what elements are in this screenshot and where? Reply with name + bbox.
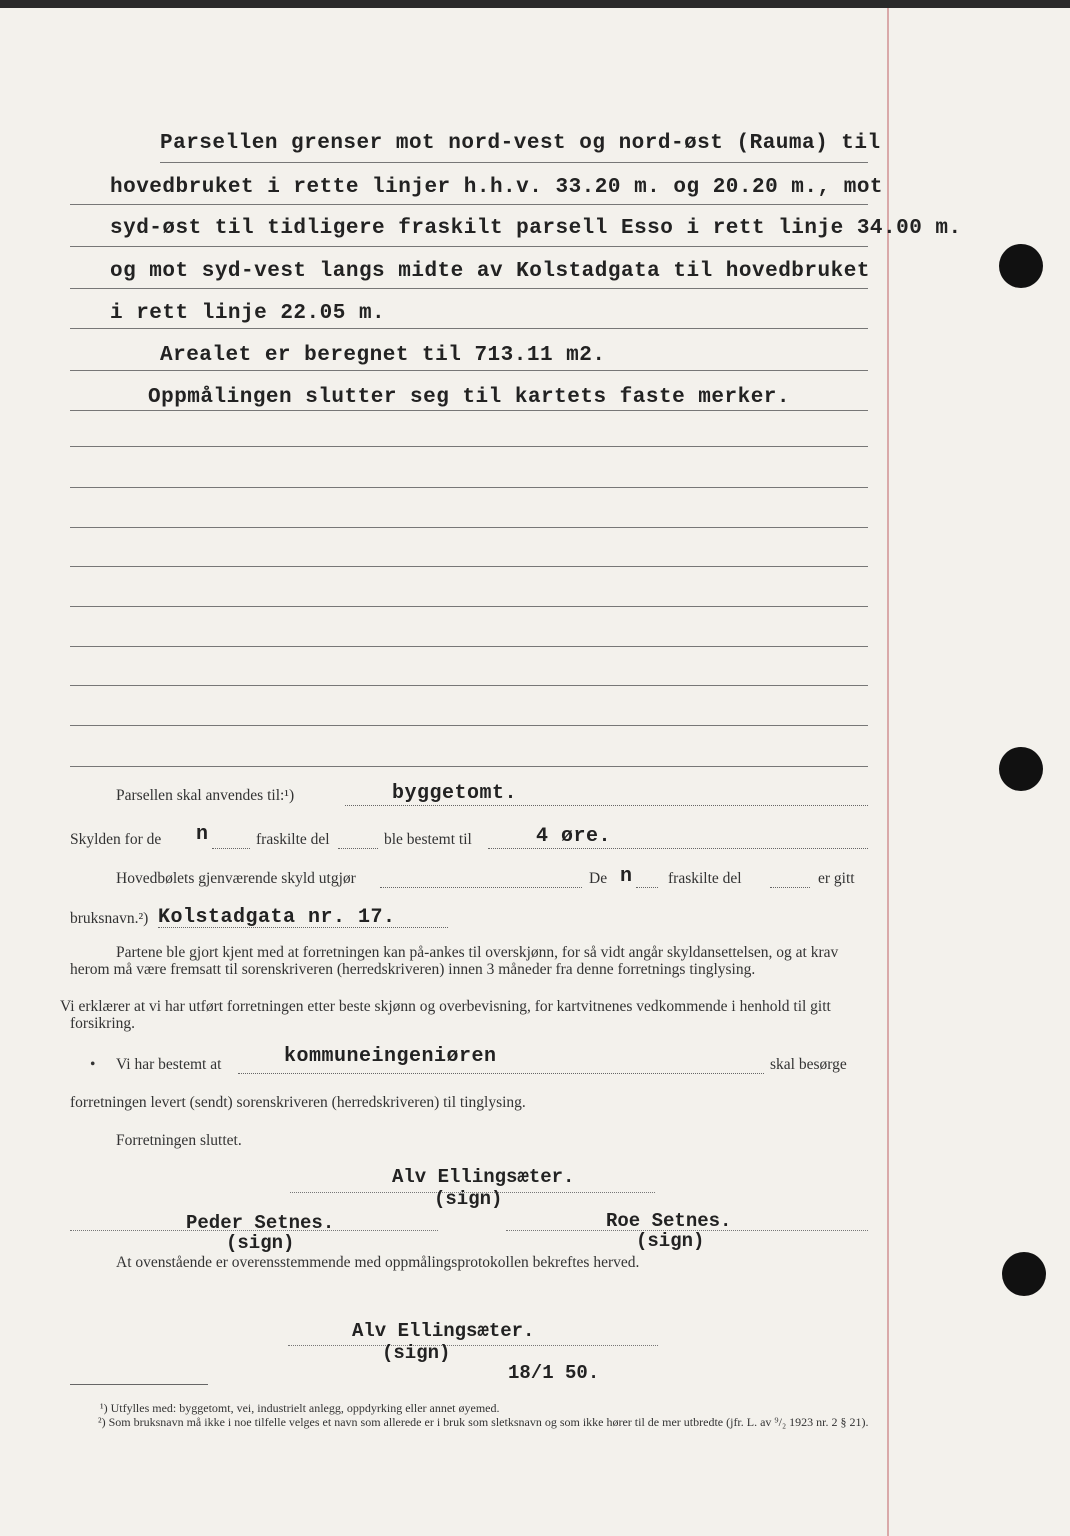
bruksnavn-label: bruksnavn.²) (70, 910, 149, 927)
bestemt-value: kommuneingeniøren (284, 1045, 497, 1068)
signature-date: 18/1 50. (508, 1362, 600, 1384)
hoved-dots-2 (636, 887, 658, 888)
use-value: byggetomt. (392, 782, 518, 805)
punch-hole-bottom (1002, 1252, 1046, 1296)
hoved-dots-3 (770, 887, 810, 888)
ruled-line (160, 162, 868, 163)
ruled-line (70, 566, 868, 567)
ruled-line (70, 370, 868, 371)
document-page (0, 8, 1070, 1536)
typed-line-4: og mot syd-vest langs midte av Kolstadgata til hovedbruket (110, 260, 870, 283)
typed-line-6: Arealet er beregnet til 713.11 m2. (160, 344, 606, 367)
ruled-line (70, 725, 868, 726)
ruled-line (70, 446, 868, 447)
ruled-line (70, 487, 868, 488)
certify-line: At ovenstående er overensstemmende med oppmålingsprotokollen bekreftes herved. (116, 1254, 640, 1271)
punch-hole-middle (999, 747, 1043, 791)
bestemt-end: skal besørge (770, 1056, 847, 1073)
footnote-2: ²) Som bruksnavn må ikke i noe tilfelle velges et navn som allerede er i bruk som sletksnavn og som ikke hører til de mer utbredte (jfr. L. av ⁹/₂ 1923 nr. 2 § 21). (98, 1415, 869, 1429)
skyld-n: n (196, 823, 209, 846)
typed-line-3: syd-øst til tidligere fraskilt parsell Esso i rett linje 34.00 m. (110, 217, 962, 240)
skyld-value: 4 øre. (536, 825, 612, 848)
ruled-line (70, 527, 868, 528)
skyld-dots-3 (488, 848, 868, 849)
hoved-dots-1 (380, 887, 582, 888)
skyld-prefix: Skylden for de (70, 831, 162, 848)
signature-1-sign: (sign) (434, 1188, 503, 1210)
ruled-line (70, 204, 868, 205)
ruled-line (70, 766, 868, 767)
levert-line: forretningen levert (sendt) sorenskriveren (herredskriveren) til tinglysing. (70, 1094, 526, 1111)
signature-line-4 (288, 1345, 658, 1346)
ruled-line (70, 410, 868, 411)
signature-3-sign: (sign) (636, 1230, 705, 1252)
hoved-mid: fraskilte del (668, 870, 742, 887)
hoved-de: De (589, 870, 608, 887)
bruksnavn-value: Kolstadgata nr. 17. (158, 906, 396, 929)
use-dots (345, 805, 868, 806)
sluttet-line: Forretningen sluttet. (116, 1132, 242, 1149)
footnote-1: ¹) Utfylles med: byggetomt, vei, industrielt anlegg, oppdyrking eller annet øyemed. (100, 1401, 500, 1415)
ruled-line (70, 685, 868, 686)
ruled-line (70, 288, 868, 289)
skyld-dots-1 (212, 848, 250, 849)
skyld-dots-2 (338, 848, 378, 849)
hoved-n: n (620, 865, 633, 888)
skyld-mid: fraskilte del (256, 831, 330, 848)
signature-2-sign: (sign) (226, 1232, 295, 1254)
signature-3-name: Roe Setnes. (606, 1210, 732, 1232)
typed-line-1: Parsellen grenser mot nord-vest og nord-øst (Rauma) til (160, 132, 881, 155)
bestemt-label: Vi har bestemt at (116, 1056, 222, 1073)
appeal-paragraph: Partene ble gjort kjent med at forretningen kan på-ankes til overskjønn, for så vidt angår skyldansettelsen, og at krav herom må være fremsatt til sorenskriveren (herredskriveren) innen 3 måneder fra denne forretnings tinglysing. (70, 944, 839, 978)
bestemt-dots (238, 1073, 764, 1074)
signature-1-name: Alv Ellingsæter. (392, 1166, 575, 1188)
typed-line-5: i rett linje 22.05 m. (110, 302, 386, 325)
ruled-line (70, 606, 868, 607)
signature-2-name: Peder Setnes. (186, 1212, 335, 1234)
hoved-label: Hovedbølets gjenværende skyld utgjør (116, 870, 356, 887)
ruled-line (70, 646, 868, 647)
typed-line-7: Oppmålingen slutter seg til kartets faste merker. (148, 386, 791, 409)
declaration-paragraph: Vi erklærer at vi har utført forretningen etter beste skjønn og overbevisning, for kartvitnenes vedkommende i henhold til gitt forsikring. (60, 998, 831, 1032)
bestemt-bullet: • (90, 1056, 96, 1073)
punch-hole-top (999, 244, 1043, 288)
hoved-end: er gitt (818, 870, 855, 887)
signature-4-sign: (sign) (382, 1342, 451, 1364)
ruled-line (70, 246, 868, 247)
typed-line-2: hovedbruket i rette linjer h.h.v. 33.20 m. og 20.20 m., mot (110, 176, 884, 199)
footnote-rule (70, 1384, 208, 1385)
use-label: Parsellen skal anvendes til:¹) (116, 787, 295, 804)
signature-4-name: Alv Ellingsæter. (352, 1320, 535, 1342)
ruled-line (70, 328, 868, 329)
skyld-mid2: ble bestemt til (384, 831, 472, 848)
